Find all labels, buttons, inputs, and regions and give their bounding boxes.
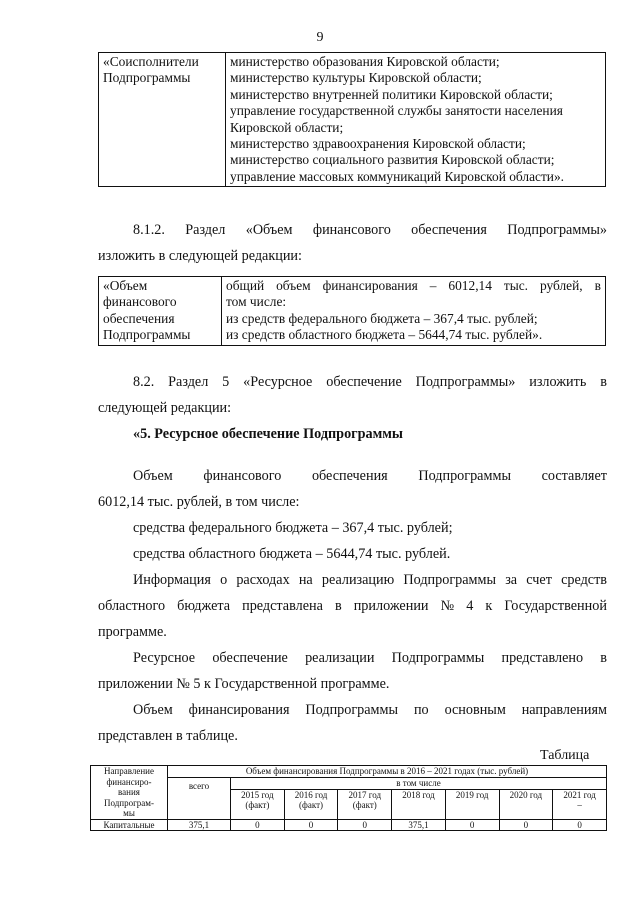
year-header: [231, 789, 285, 819]
finance-line: том числе:: [226, 294, 287, 310]
year-label: 2016 год: [294, 789, 328, 800]
word: объем: [276, 278, 311, 293]
word: приложении: [353, 598, 429, 614]
total-header: всего: [168, 777, 231, 819]
year-header: [553, 789, 607, 819]
word: Подпрограммы»: [415, 374, 516, 390]
word: реализации: [305, 650, 375, 666]
info-para-line1: [133, 572, 607, 588]
word: представлено: [501, 650, 584, 666]
main-header: Объем финансирования Подпрограммы в 2016 – 2021 годах (тыс. рублей): [168, 766, 607, 778]
word: в: [600, 650, 607, 666]
coexecutors-label-line: Подпрограммы: [103, 70, 191, 86]
word: изложить: [529, 374, 587, 390]
row-value: 0: [338, 819, 392, 831]
word: –: [429, 278, 437, 293]
finance-label-line: обеспечения: [103, 310, 175, 326]
word: о: [220, 572, 228, 588]
coexecutors-label-cell: [99, 53, 226, 187]
resource-para-line1: [133, 650, 607, 666]
table-label: Таблица: [540, 748, 590, 763]
row-value: 0: [445, 819, 499, 831]
row-value: 0: [499, 819, 553, 831]
directions-para-line1: [133, 702, 607, 718]
coexecutor-item: управление массовых коммуникаций Кировской области».: [230, 168, 565, 184]
word: 6012,14: [448, 278, 492, 293]
finance-line: из средств областного бюджета – 5644,74 тыс. рублей».: [226, 327, 543, 343]
page-number: 9: [316, 30, 324, 45]
word: «Объем: [245, 222, 293, 238]
word: тыс.: [503, 278, 529, 293]
word: в: [594, 278, 601, 293]
row-value: 0: [284, 819, 338, 831]
word: «Ресурсное: [243, 374, 313, 390]
word: обеспечение: [326, 374, 402, 390]
year-note: (факт): [245, 800, 270, 810]
para-82-line2: следующей редакции:: [98, 400, 232, 416]
word: счет: [526, 572, 552, 588]
word: бюджета: [177, 598, 231, 614]
word: по: [413, 702, 429, 718]
word: Объем: [133, 702, 173, 718]
finance-label-line: финансового: [103, 294, 177, 310]
year-header: [445, 789, 499, 819]
word: 4: [466, 598, 474, 614]
coexecutors-box: [98, 52, 606, 187]
word: обеспечения: [411, 222, 487, 238]
year-note: –: [577, 800, 582, 810]
coexecutor-item: министерство культуры Кировской области;: [230, 70, 482, 86]
word: финансирования: [322, 278, 418, 293]
table-row: [91, 819, 607, 831]
coexecutor-item: министерство социального развития Кировской области;: [230, 152, 555, 168]
para-812-line2: изложить в следующей редакции:: [98, 248, 302, 264]
year-header: [392, 789, 446, 819]
coexecutors-list-cell: [226, 53, 606, 187]
word: представлена: [242, 598, 323, 614]
word: финансового: [203, 468, 282, 484]
header-line: вания: [118, 787, 140, 797]
coexecutor-item: министерство внутренней политики Кировской области;: [230, 86, 553, 102]
word: Ресурсное: [133, 650, 196, 666]
row-label: Капитальные: [91, 819, 168, 831]
direction-header: [91, 766, 168, 820]
word: обеспечения: [311, 468, 388, 484]
section-heading: «5. Ресурсное обеспечение Подпрограммы: [133, 426, 403, 442]
word: общий: [226, 278, 265, 293]
word: составляет: [541, 468, 607, 484]
word: Подпрограммы: [418, 468, 511, 484]
word: на: [298, 572, 313, 588]
word: в: [334, 598, 342, 614]
finance-line: из средств федерального бюджета – 367,4 тыс. рублей;: [226, 310, 538, 326]
info-para-line2: [98, 598, 607, 614]
word: обеспечение: [212, 650, 288, 666]
word: средств: [561, 572, 607, 588]
row-value: 0: [231, 819, 285, 831]
word: финансового: [312, 222, 391, 238]
header-line: Направление: [104, 766, 154, 776]
word: 8.2.: [133, 374, 155, 390]
year-label: 2020 год: [509, 789, 543, 800]
incl-header: в том числе: [231, 777, 607, 789]
para-812-line1: [133, 222, 607, 238]
directions-para-line2: представлен в таблице.: [98, 728, 238, 744]
year-label: 2015 год: [241, 789, 274, 800]
word: 5: [222, 374, 230, 390]
word: рублей,: [539, 278, 583, 293]
row-value: 0: [553, 819, 607, 831]
word: Государственной: [504, 598, 607, 614]
finance-text-cell: [222, 277, 606, 346]
finance-label-line: Подпрограммы: [103, 327, 191, 343]
year-header: [284, 789, 338, 819]
coexecutor-item: министерство здравоохранения Кировской области;: [230, 136, 526, 152]
finance-box: [98, 276, 606, 346]
finance-label-cell: [99, 277, 222, 346]
word: к: [485, 598, 493, 614]
word: 8.1.2.: [133, 222, 165, 238]
word: направлениям: [521, 702, 607, 718]
word: Подпрограммы: [391, 650, 485, 666]
volume-para-line2: 6012,14 тыс. рублей, в том числе:: [98, 494, 300, 510]
word: Подпрограммы: [403, 572, 497, 588]
year-note: (факт): [299, 800, 324, 810]
header-line: Подпрограм-: [103, 797, 154, 808]
word: финансирования: [188, 702, 290, 718]
word: Подпрограммы»: [507, 222, 607, 238]
year-note: (факт): [352, 800, 377, 810]
header-line: финансиро-: [106, 776, 152, 787]
word: Информация: [133, 572, 211, 588]
para-82-line1: [133, 374, 607, 390]
year-header: [499, 789, 553, 819]
word: реализацию: [321, 572, 395, 588]
regional-line: средства областного бюджета – 5644,74 тыс. рублей.: [133, 546, 451, 562]
resource-para-line2: приложении № 5 к Государственной программе.: [98, 676, 390, 692]
coexecutor-item: министерство образования Кировской области;: [230, 54, 500, 69]
word: Раздел: [185, 222, 226, 238]
word: Раздел: [168, 374, 209, 390]
year-label: 2021 год: [563, 789, 596, 800]
year-header: [338, 789, 392, 819]
row-value: 375,1: [392, 819, 446, 831]
row-total: 375,1: [168, 819, 231, 831]
info-para-line3: программе.: [98, 624, 167, 640]
year-label: 2018 год: [402, 789, 435, 800]
year-label: 2017 год: [348, 789, 382, 800]
federal-line: средства федерального бюджета – 367,4 тыс. рублей;: [133, 520, 453, 536]
word: основным: [444, 702, 506, 718]
header-line: мы: [123, 808, 135, 818]
coexecutor-item: управление государственной службы занятости населения: [230, 103, 563, 119]
finance-label-line: «Объем: [103, 278, 148, 293]
word: за: [505, 572, 518, 588]
word: областного: [98, 598, 166, 614]
word: Подпрограммы: [305, 702, 399, 718]
coexecutor-item: Кировской области;: [230, 119, 344, 135]
finance-line1: [226, 278, 601, 294]
word: Объем: [133, 468, 173, 484]
word: №: [440, 598, 455, 614]
financing-table: [90, 765, 607, 831]
volume-para-line1: [133, 468, 607, 484]
year-label: 2019 год: [455, 789, 489, 800]
word: расходах: [236, 572, 290, 588]
word: в: [600, 374, 607, 390]
coexecutors-label-line: «Соисполнители: [103, 54, 199, 69]
